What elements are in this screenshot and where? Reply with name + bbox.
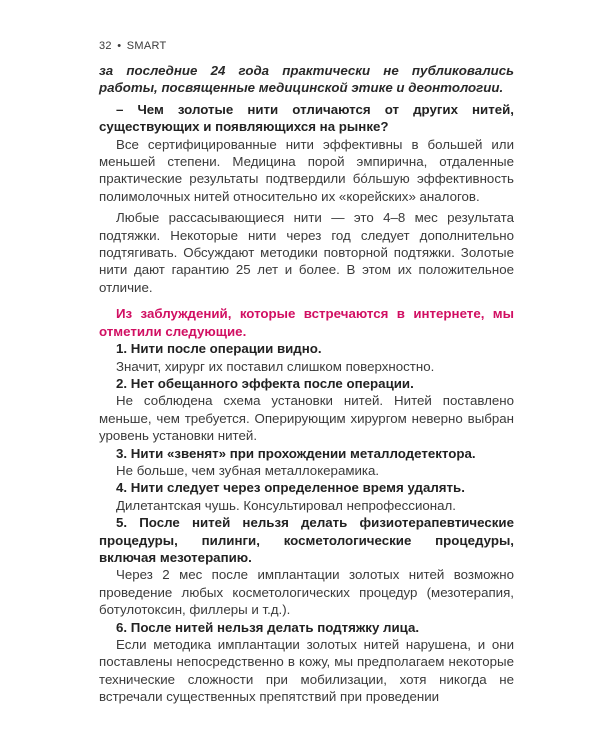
- intro-paragraph: за последние 24 года практически не публиковались работы, посвященные медицинской этике и деонтологии.: [99, 63, 514, 96]
- answer-paragraph-2: Любые рассасывающиеся нити — это 4–8 мес результата подтяжки. Некоторые нити через год следует дополнительно подтягивать. Обсуждают методики повторной подтяжки. Золотые нити дают гарантию 25 лет и более. В этом их положительное отличие.: [99, 210, 514, 295]
- misconception-1-text: Значит, хирург их поставил слишком поверхностно.: [116, 358, 435, 374]
- misconception-5-text: Через 2 мес после имплантации золотых нитей возможно проведение любых косметологических процедур (мезотерапия, ботулотоксин, филлеры и т.д.).: [99, 567, 514, 618]
- misconception-3-text: Не больше, чем зубная металлокерамика.: [116, 462, 380, 478]
- misconception-4-title: 4. Нити следует через определенное время удалять.: [116, 480, 465, 496]
- interview-question: – Чем золотые нити отличаются от других нитей, существующих и появляющихся на рынке?: [99, 101, 514, 135]
- misconception-1-title: 1. Нити после операции видно.: [116, 341, 322, 357]
- misconception-3-title: 3. Нити «звенят» при прохождении металлодетектора.: [116, 445, 476, 461]
- page-number: 32: [99, 40, 112, 52]
- section-name: SMART: [126, 40, 167, 52]
- header-separator: •: [117, 40, 122, 52]
- misconceptions-heading: Из заблуждений, которые встречаются в интернете, мы отметили следующие.: [99, 306, 514, 339]
- misconception-5-title: 5. После нитей нельзя делать физиотерапевтические процедуры, пилинги, косметологические процедуры, включая мезотерапию.: [99, 515, 514, 565]
- misconception-2-text: Не соблюдена схема установки нитей. Нитей поставлено меньше, чем требуется. Оперирующим хирургом неверно выбран уровень установки нитей.: [99, 393, 514, 444]
- misconception-6-text: Если методика имплантации золотых нитей нарушена, и они поставлены непосредственно в кожу, мы предполагаем некоторые технические сложности при мобилизации, хотя никогда не встречали существенных препятствий при проведении: [99, 637, 514, 705]
- answer-paragraph-1: Все сертифицированные нити эффективны в большей или меньшей степени. Медицина порой эмпирична, отдаленные практические результаты подтвердили бóльшую эффективность полимолочных нитей относительно их «корейских» аналогов.: [99, 136, 514, 204]
- misconception-4-text: Дилетантская чушь. Консультировал непрофессионал.: [116, 497, 456, 513]
- body-text: [99, 62, 514, 706]
- running-header: [99, 40, 167, 52]
- misconception-6-title: 6. После нитей нельзя делать подтяжку лица.: [116, 619, 420, 635]
- misconception-2-title: 2. Нет обещанного эффекта после операции.: [116, 375, 414, 391]
